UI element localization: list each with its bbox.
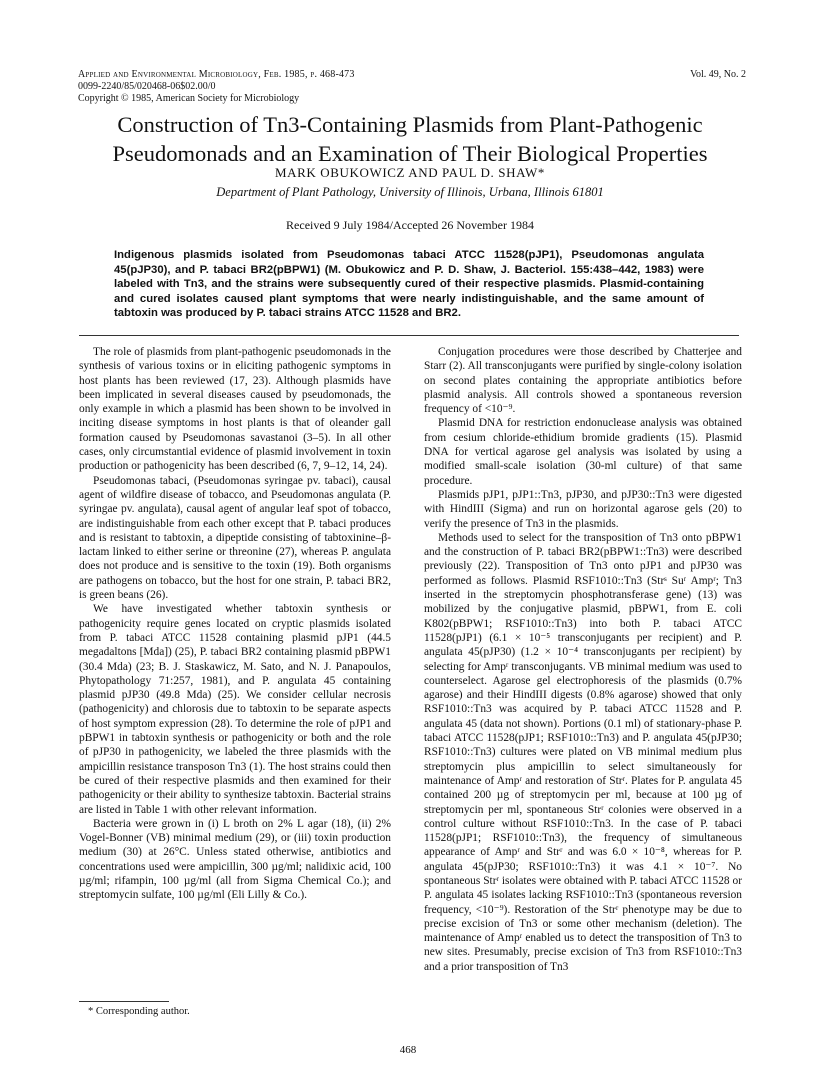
volume-issue: Vol. 49, No. 2 <box>690 69 746 80</box>
body-paragraph: Methods used to select for the transposition of Tn3 onto pBPW1 and the construction of P. tabaci BR2(pBPW1::Tn3) were described previously (22). Transposition of Tn3 onto pJP1 and pJP30 was performed as follows. Plasmid RSF1010::Tn3 (Strˢ Suʳ Ampʳ; Tn3 inserted in the streptomycin phosphotransferase gene) (13) was mobilized by the conjugative plasmid, pBPW1, from E. coli K802(pBPW1; RSF1010::Tn3) into both P. tabaci ATCC 11528(pJP1) (6.1 × 10⁻⁵ transconjugants per recipient) and P. angulata 45(pJP30) (1.2 × 10⁻⁴ transconjugants per recipient) by selecting for Ampʳ transconjugants. VB minimal medium was used to counterselect. Agarose gel electrophoresis of the plasmids (0.7% agarose) and their HindIII digests (0.8% agarose) showed that only RSF1010::Tn3 was acquired by P. tabaci ATCC 11528 and P. angulata 45 (data not shown). Portions (0.1 ml) of stationary-phase P. tabaci ATCC 11528(pJP1; RSF1010::Tn3) and P. angulata 45(pJP30; RSF1010::Tn3) cultures were plated on VB minimal medium plus streptomycin plus ampicillin to select simultaneously for maintenance of Ampʳ and restoration of Strʳ. Plates for P. angulata 45 contained 200 µg of streptomycin per ml, because at 100 µg of streptomycin per ml, spontaneous Strʳ colonies were observed in a control culture without RSF1010::Tn3. In the case of P. tabaci 11528(pJP1; RSF1010::Tn3), the frequency of simultaneous appearance of Ampʳ and Strʳ and was 6.0 × 10⁻⁸, whereas for P. angulata 45(pJP30; RSF1010::Tn3) it was 4.1 × 10⁻⁷. No spontaneous Strʳ isolates were obtained with P. tabaci ATCC 11528 or P. angulata 45 isolates lacking RSF1010::Tn3 (spontaneous reversion frequency, <10⁻⁹). Restoration of the Strʳ phenotype may be due to precise excision of Tn3 or some other mechanism (deletion). The maintenance of Ampʳ enabled us to detect the transposition of Tn3 to new sites. Presumably, precise excision of Tn3 from RSF1010::Tn3 and a prior transposition of Tn3 <box>424 531 742 973</box>
footnote-divider <box>79 1001 169 1002</box>
authors: MARK OBUKOWICZ AND PAUL D. SHAW* <box>275 165 545 180</box>
right-column <box>424 345 742 974</box>
title-line-1: Construction of Tn3-Containing Plasmids from Plant-Pathogenic <box>117 112 703 137</box>
body-paragraph: We have investigated whether tabtoxin synthesis or pathogenicity require genes located on cryptic plasmids isolated from P. tabaci ATCC 11528 containing plasmid pJP1 (44.5 megadaltons [Mda]) (25), P. tabaci BR2 containing plasmid pBPW1 (30.4 Mda) (23; B. J. Staskawicz, M. Sato, and N. J. Panapoulos, Phytopathology 71:257, 1981), and P. angulata 45 containing plasmid pJP30 (49.8 Mda) (25). We consider cellular necrosis (pathogenicity) and chlorosis due to tabtoxin to be separate aspects of host symptom expression (28). To determine the role of pJP1 and pBPW1 in tabtoxin synthesis or pathogenicity or both and the role of pJP30 in pathogenicity, we labeled the three plasmids with the ampicillin resistance transposon Tn3 (1). The host strains could then be cured of their respective plasmids and then examined for their pathogenicity or their ability to synthesize tabtoxin. Bacterial strains are listed in Table 1 with other relevant information. <box>79 603 391 816</box>
running-header <box>78 69 498 105</box>
issn-line: 0099-2240/85/020468-06$02.00/0 <box>78 81 216 92</box>
body-paragraph: Plasmid DNA for restriction endonuclease analysis was obtained from cesium chloride-ethidium bromide gradients (15). Plasmid DNA for vertical agarose gel analysis was isolated by using a modified small-scale isolation (30-ml culture) of that same procedure. <box>424 417 742 487</box>
affiliation: Department of Plant Pathology, University of Illinois, Urbana, Illinois 61801 <box>216 185 604 199</box>
body-paragraph: The role of plasmids from plant-pathogenic pseudomonads in the synthesis of various toxins or in eliciting pathogenic symptoms in host plants has been reviewed (17, 23). Although plasmids have been implicated in several diseases caused by pseudomonads, the only example in which a plasmid has been shown to be involved in inciting disease symptoms in host plants is that of oleander gall formation caused by Pseudomonas savastanoi (3–5). In all other cases, only circumstantial evidence of plasmid involvement in toxin production or pathogenicity has been described (6, 7, 9–12, 14, 24). <box>79 346 391 473</box>
left-column <box>79 345 391 903</box>
journal-citation: Applied and Environmental Microbiology, Feb. 1985, p. 468-473 <box>78 69 355 80</box>
received-dates: Received 9 July 1984/Accepted 26 November 1984 <box>286 218 534 232</box>
article-title <box>60 110 760 168</box>
body-paragraph: Conjugation procedures were those described by Chatterjee and Starr (2). All transconjugants were purified by single-colony isolation on second plates containing the appropriate antibiotics before plasmid analysis. All controls showed a spontaneous reversion frequency of <10⁻⁹. <box>424 346 742 416</box>
title-line-2: Pseudomonads and an Examination of Their Biological Properties <box>112 141 708 166</box>
abstract: Indigenous plasmids isolated from Pseudomonas tabaci ATCC 11528(pJP1), Pseudomonas angulata 45(pJP30), and P. tabaci BR2(pBPW1) (M. Obukowicz and P. D. Shaw, J. Bacteriol. 155:438–442, 1983) were labeled with Tn3, and the strains were subsequently cured of their respective plasmids. Plasmid-containing and cured isolates caused plant symptoms that were nearly indistinguishable, and the same amount of tabtoxin was produced by P. tabaci strains ATCC 11528 and BR2. <box>114 249 704 319</box>
abstract-divider <box>79 335 739 336</box>
footnote: * Corresponding author. <box>88 1006 190 1017</box>
body-paragraph: Pseudomonas tabaci, (Pseudomonas syringae pv. tabaci), causal agent of wildfire disease of tobacco, and Pseudomonas angulata (P. syringae pv. angulata), causal agent of angular leaf spot of tobacco, are indistinguishable from each other except that P. tabaci produces and is resistant to tabtoxin, a dipeptide consisting of tabtoxinine–β-lactam linked to either serine or threonine (27), whereas P. angulata does not produce and is sensitive to the toxin (19). Both organisms are pathogens on tobacco, but the host for one strain, P. tabaci BR2, is green beans (26). <box>79 474 391 602</box>
copyright-line: Copyright © 1985, American Society for Microbiology <box>78 93 300 104</box>
body-paragraph: Bacteria were grown in (i) L broth on 2% L agar (18), (ii) 2% Vogel-Bonner (VB) minimal medium (29), or (iii) toxin production medium (30) at 26°C. Unless stated otherwise, antibiotics and concentrations used were ampicillin, 300 µg/ml; nalidixic acid, 100 µg/ml; rifampin, 100 µg/ml (all from Sigma Chemical Co.); and streptomycin sulfate, 100 µg/ml (Eli Lilly & Co.). <box>79 817 391 902</box>
body-paragraph: Plasmids pJP1, pJP1::Tn3, pJP30, and pJP30::Tn3 were digested with HindIII (Sigma) and run on horizontal agarose gels (20) to verify the presence of Tn3 in the plasmids. <box>424 488 742 530</box>
page-number: 468 <box>399 1044 417 1056</box>
